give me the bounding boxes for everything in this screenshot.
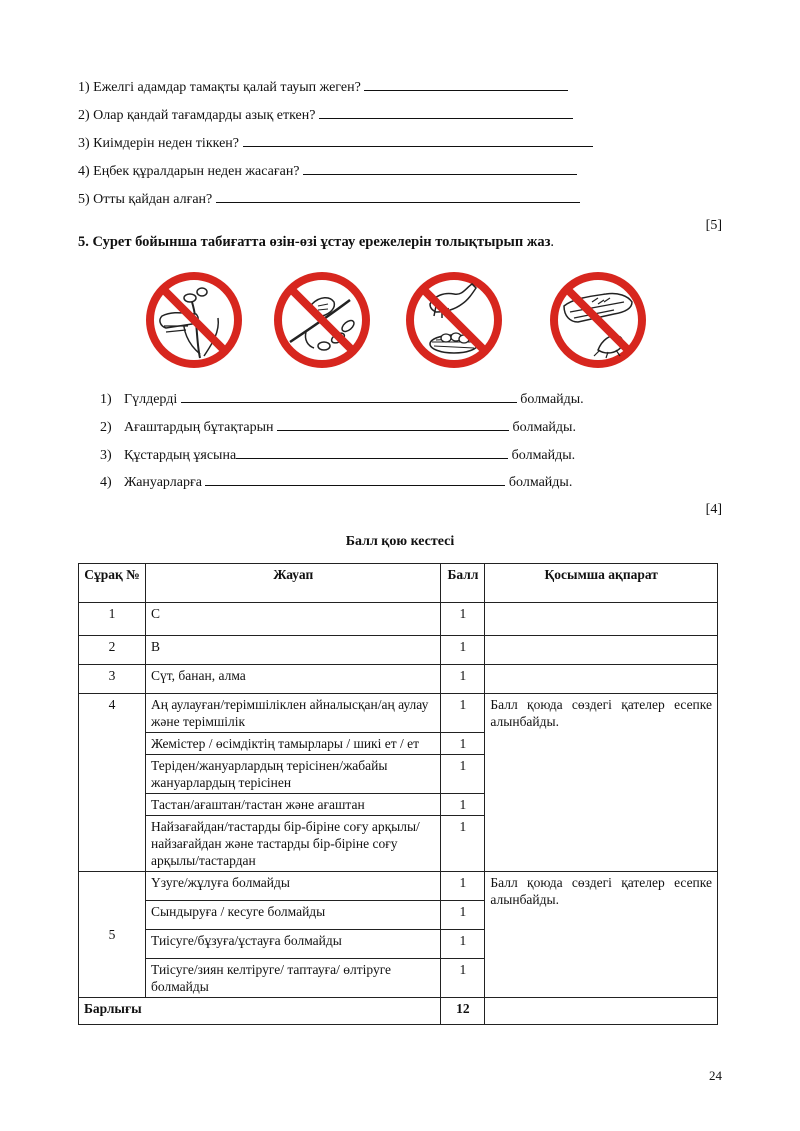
- score-marker: [5]: [705, 218, 722, 233]
- answer-cell: Тиісуге/бұзуға/ұстауға болмайды: [146, 930, 441, 959]
- no-trampling-animals-icon: [544, 270, 652, 370]
- pictogram-row: [0, 270, 800, 370]
- points-cell: 1: [441, 959, 485, 998]
- points-cell: 1: [441, 603, 485, 636]
- rule-item: 1) Гүлдерді болмайды.: [100, 392, 584, 407]
- answer-cell: Сындыруға / кесуге болмайды: [146, 901, 441, 930]
- answer-blank[interactable]: [303, 162, 577, 175]
- table-row: [79, 665, 718, 694]
- points-cell: 1: [441, 901, 485, 930]
- points-cell: 1: [441, 872, 485, 901]
- no-touching-nests-icon: [400, 270, 508, 370]
- no-breaking-branches-icon: [268, 270, 376, 370]
- question-cell: 3: [79, 665, 146, 694]
- rule-item: 2) Ағаштардың бұтақтарын болмайды.: [100, 420, 576, 435]
- question-cell: 2: [79, 636, 146, 665]
- no-picking-flowers-icon: [140, 270, 248, 370]
- note-cell: Балл қоюда сөздегі қателер есепке алынбайды.: [485, 872, 718, 998]
- answer-blank[interactable]: [216, 190, 580, 203]
- answer-cell: Тиісуге/зиян келтіруге/ таптауға/ өлтіруге болмайды: [146, 959, 441, 998]
- table-row: [79, 636, 718, 665]
- question-cell: 1: [79, 603, 146, 636]
- question-text: 2) Олар қандай тағамдарды азық еткен?: [78, 108, 319, 123]
- table-title: Балл қою кестесі: [345, 534, 455, 549]
- table-row: [79, 603, 718, 636]
- answer-cell: Аң аулауған/терімшіліклен айналысқан/аң аулау және терімшілік: [146, 694, 441, 733]
- column-header: Қосымша ақпарат: [485, 564, 718, 603]
- total-points: 12: [441, 998, 485, 1025]
- note-cell: [485, 665, 718, 694]
- points-cell: 1: [441, 665, 485, 694]
- answer-blank[interactable]: [277, 418, 509, 431]
- question-text: 4) Еңбек құралдарын неден жасаған?: [78, 164, 304, 179]
- points-cell: 1: [441, 816, 485, 872]
- score-marker: [4]: [705, 502, 722, 517]
- answer-cell: Теріден/жануарлардың терісінен/жабайы жануарлардың терісінен: [146, 755, 441, 794]
- question-line: [78, 134, 593, 152]
- question-cell: 4: [79, 694, 146, 872]
- answer-cell: Тастан/ағаштан/тастан және ағаштан: [146, 794, 441, 816]
- answer-blank[interactable]: [364, 78, 568, 91]
- question-cell: 5: [79, 872, 146, 998]
- answer-cell: B: [146, 636, 441, 665]
- table-row: [79, 872, 718, 901]
- question-line: [78, 190, 580, 208]
- answer-cell: Сүт, банан, алма: [146, 665, 441, 694]
- page-number: 24: [709, 1068, 722, 1083]
- answer-cell: Жемістер / өсімдіктің тамырлары / шикі ет / ет: [146, 733, 441, 755]
- task-heading: 5. Сурет бойынша табиғатта өзін-өзі ұстау ережелерін толықтырып жаз.: [78, 234, 555, 250]
- question-line: [78, 78, 568, 96]
- question-text: 1) Ежелгі адамдар тамақты қалай тауып жеген?: [78, 80, 365, 95]
- answer-cell: C: [146, 603, 441, 636]
- table-header-row: [79, 564, 718, 603]
- total-label: Барлығы: [79, 998, 441, 1025]
- column-header: Балл: [441, 564, 485, 603]
- scoring-table: [78, 563, 718, 1025]
- points-cell: 1: [441, 694, 485, 733]
- points-cell: 1: [441, 733, 485, 755]
- question-text: 3) Киімдерін неден тіккен?: [78, 136, 243, 151]
- answer-cell: Найзағайдан/тастарды бір-біріне соғу арқылы/ найзағайдан және тастарды бір-біріне соғу арқылы/тастардан: [146, 816, 441, 872]
- note-cell: Балл қоюда сөздегі қателер есепке алынбайды.: [485, 694, 718, 872]
- answer-cell: Үзуге/жұлуға болмайды: [146, 872, 441, 901]
- points-cell: 1: [441, 755, 485, 794]
- answer-blank[interactable]: [181, 390, 517, 403]
- note-cell: [485, 603, 718, 636]
- answer-blank[interactable]: [205, 473, 505, 486]
- question-text: 5) Отты қайдан алған?: [78, 192, 216, 207]
- points-cell: 1: [441, 930, 485, 959]
- question-line: [78, 162, 577, 180]
- answer-blank[interactable]: [319, 106, 573, 119]
- points-cell: 1: [441, 636, 485, 665]
- answer-blank[interactable]: [236, 446, 508, 459]
- note-cell: [485, 998, 718, 1025]
- column-header: Сұрақ №: [79, 564, 146, 603]
- note-cell: [485, 636, 718, 665]
- question-line: [78, 106, 573, 124]
- column-header: Жауап: [146, 564, 441, 603]
- table-total-row: [79, 998, 718, 1025]
- rule-item: 4) Жануарларға болмайды.: [100, 475, 573, 490]
- table-row: [79, 694, 718, 733]
- points-cell: 1: [441, 794, 485, 816]
- answer-blank[interactable]: [243, 134, 593, 147]
- rule-item: 3) Құстардың ұясына болмайды.: [100, 448, 576, 463]
